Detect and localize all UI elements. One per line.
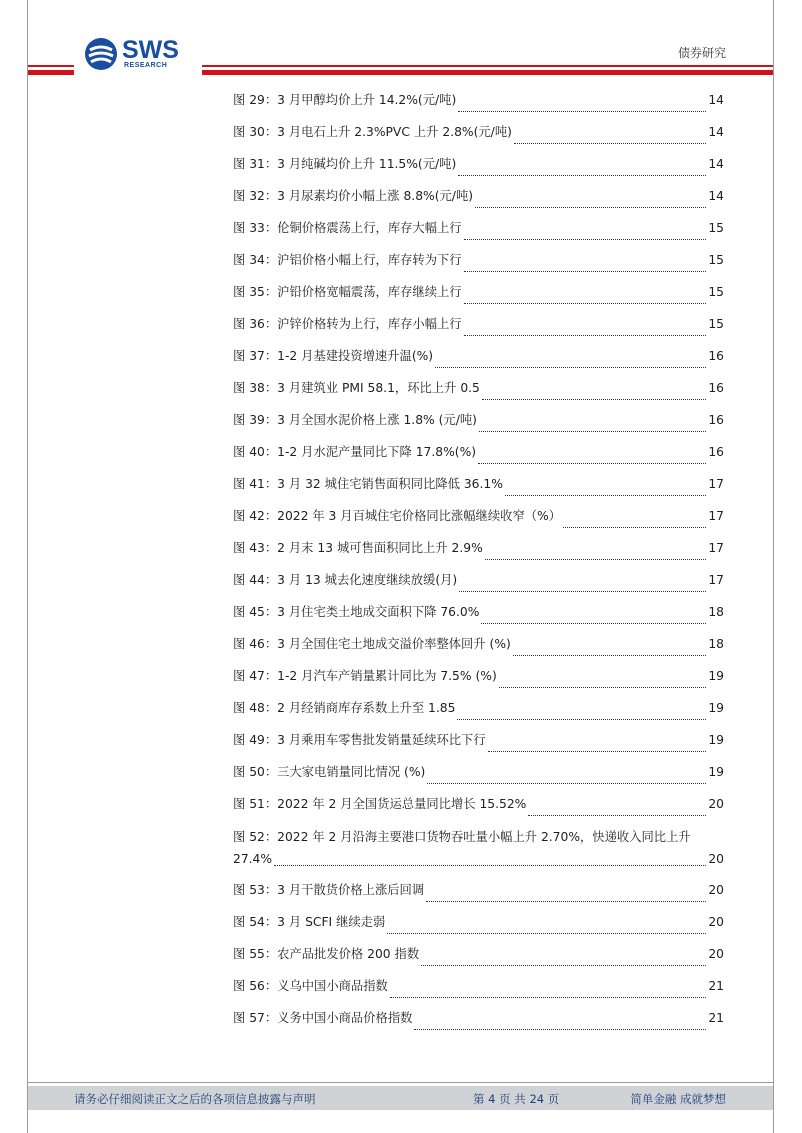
toc-leader-dots: [488, 739, 707, 752]
toc-entry-page: 15: [708, 285, 724, 299]
toc-leader-dots: [459, 579, 706, 592]
toc-entry-page: 19: [708, 701, 724, 715]
toc-leader-dots: [464, 291, 707, 304]
toc-entry-title: 图 45：3 月住宅类土地成交面积下降 76.0%: [233, 605, 480, 619]
toc-entry-page: 14: [708, 189, 724, 203]
toc-entry-title: 图 42：2022 年 3 月百城住宅价格同比涨幅继续收窄（%）: [233, 509, 562, 523]
toc-entry-title: 图 35：沪铅价格宽幅震荡，库存继续上行: [233, 285, 462, 299]
toc-leader-dots: [435, 355, 706, 368]
toc-leader-dots: [414, 1017, 706, 1030]
toc-leader-dots: [481, 611, 706, 624]
toc-entry[interactable]: [233, 216, 724, 248]
toc-entry[interactable]: [233, 184, 724, 216]
toc-entry-title: 图 29：3 月甲醇均价上升 14.2%(元/吨): [233, 93, 457, 107]
toc-entry-title: 图 40：1-2 月水泥产量同比下降 17.8%(%): [233, 445, 477, 459]
toc-entry-title: 图 34：沪铝价格小幅上行，库存转为下行: [233, 253, 462, 267]
toc-leader-dots: [499, 675, 707, 688]
toc-leader-dots: [458, 99, 706, 112]
toc-entry[interactable]: [233, 664, 724, 696]
toc-entry-title: 图 47：1-2 月汽车产销量累计同比为 7.5% (%): [233, 669, 497, 683]
toc-leader-dots: [458, 163, 706, 176]
sws-logo: [84, 37, 194, 73]
header-rule: [28, 65, 74, 67]
toc-leader-dots: [485, 547, 707, 560]
toc-entry-page: 20: [708, 883, 724, 897]
toc-entry-title: 图 41：3 月 32 城住宅销售面积同比降低 36.1%: [233, 477, 503, 491]
toc-entry-page: 17: [708, 477, 724, 491]
header-rule: [202, 70, 773, 75]
toc-entry-title: 图 52：2022 年 2 月沿海主要港口货物吞吐量小幅上升 2.70%，快递收入同比上升: [233, 830, 691, 844]
toc-entry-title: 图 56：义乌中国小商品指数: [233, 979, 388, 993]
toc-leader-dots: [513, 643, 707, 656]
toc-entry-page: 19: [708, 765, 724, 779]
toc-entry[interactable]: [233, 248, 724, 280]
toc-entry-title: 图 54：3 月 SCFI 继续走弱: [233, 915, 386, 929]
table-of-figures: [233, 88, 724, 1038]
toc-entry-page: 14: [708, 93, 724, 107]
toc-entry-page: 19: [708, 733, 724, 747]
toc-entry-title: 图 57：义务中国小商品价格指数: [233, 1011, 413, 1025]
page-border-right: [773, 0, 774, 1133]
toc-entry-page: 15: [708, 253, 724, 267]
toc-entry[interactable]: [233, 1006, 724, 1038]
toc-leader-dots: [479, 419, 706, 432]
toc-entry-title: 图 51：2022 年 2 月全国货运总量同比增长 15.52%: [233, 797, 527, 811]
toc-leader-dots: [563, 515, 706, 528]
toc-leader-dots: [457, 707, 706, 720]
footer-disclaimer: 请务必仔细阅读正文之后的各项信息披露与声明: [74, 1092, 316, 1106]
toc-entry-title: 图 30：3 月电石上升 2.3%PVC 上升 2.8%(元/吨): [233, 125, 512, 139]
page-header: [0, 0, 802, 80]
footer-divider: [28, 1082, 773, 1083]
toc-entry-title: 图 50：三大家电销量同比情况 (%): [233, 765, 426, 779]
toc-entry-page: 17: [708, 541, 724, 555]
toc-entry-page: 21: [708, 1011, 724, 1025]
toc-entry-title: 图 38：3 月建筑业 PMI 58.1，环比上升 0.5: [233, 381, 480, 395]
toc-leader-dots: [426, 889, 706, 902]
toc-entry[interactable]: [233, 312, 724, 344]
toc-entry[interactable]: [233, 120, 724, 152]
toc-entry[interactable]: [233, 878, 724, 910]
toc-entry[interactable]: [233, 344, 724, 376]
toc-entry[interactable]: [233, 280, 724, 312]
toc-entry-title: 图 48：2 月经销商库存系数上升至 1.85: [233, 701, 456, 715]
toc-leader-dots: [464, 227, 707, 240]
toc-leader-dots: [387, 921, 706, 934]
logo-subtitle: RESEARCH: [124, 62, 168, 69]
toc-entry-title: 图 44：3 月 13 城去化速度继续放缓(月): [233, 573, 458, 587]
toc-entry[interactable]: [233, 600, 724, 632]
toc-entry-page: 17: [708, 573, 724, 587]
toc-entry-page: 15: [708, 317, 724, 331]
toc-entry-page: 18: [708, 637, 724, 651]
toc-entry-title: 图 46：3 月全国住宅土地成交溢价率整体回升 (%): [233, 637, 511, 651]
toc-entry-title: 图 36：沪锌价格转为上行，库存小幅上行: [233, 317, 462, 331]
toc-entry[interactable]: [233, 696, 724, 728]
toc-entry[interactable]: [233, 728, 724, 760]
header-rule: [28, 70, 74, 75]
toc-entry-title: 图 37：1-2 月基建投资增速升温(%): [233, 349, 434, 363]
toc-entry-title: 图 49：3 月乘用车零售批发销量延续环比下行: [233, 733, 486, 747]
toc-entry[interactable]: [233, 974, 724, 1006]
toc-entry-page: 17: [708, 509, 724, 523]
toc-leader-dots: [274, 853, 706, 866]
toc-leader-dots: [421, 953, 706, 966]
toc-entry-title: 图 43：2 月末 13 城可售面积同比上升 2.9%: [233, 541, 483, 555]
toc-entry-page: 16: [708, 413, 724, 427]
toc-entry[interactable]: [233, 472, 724, 504]
toc-entry[interactable]: [233, 408, 724, 440]
toc-leader-dots: [514, 131, 706, 144]
toc-leader-dots: [464, 323, 707, 336]
toc-entry[interactable]: [233, 792, 724, 824]
toc-entry-page: 16: [708, 381, 724, 395]
page-border-left: [27, 0, 28, 1133]
toc-entry[interactable]: [233, 910, 724, 942]
toc-entry-page: 20: [708, 947, 724, 961]
toc-leader-dots: [482, 387, 706, 400]
toc-entry-page: 15: [708, 221, 724, 235]
toc-entry[interactable]: [233, 440, 724, 472]
toc-entry-title: 图 31：3 月纯碱均价上升 11.5%(元/吨): [233, 157, 457, 171]
footer-page-number: 第 4 页 共 24 页: [473, 1092, 560, 1106]
toc-entry-page: 18: [708, 605, 724, 619]
toc-leader-dots: [464, 259, 707, 272]
toc-entry[interactable]: [233, 824, 724, 878]
logo-wordmark: SWS: [122, 36, 179, 64]
toc-leader-dots: [390, 985, 707, 998]
toc-entry[interactable]: [233, 760, 724, 792]
toc-entry[interactable]: [233, 504, 724, 536]
toc-entry-title: 图 32：3 月尿素均价小幅上涨 8.8%(元/吨): [233, 189, 474, 203]
toc-entry-page: 16: [708, 445, 724, 459]
toc-entry-title-cont: 27.4%: [233, 852, 273, 866]
toc-entry-page: 20: [708, 852, 724, 866]
toc-entry[interactable]: [233, 152, 724, 184]
toc-leader-dots: [528, 803, 706, 816]
toc-entry[interactable]: [233, 942, 724, 974]
toc-entry-title: 图 33：伦铜价格震荡上行，库存大幅上行: [233, 221, 462, 235]
toc-entry[interactable]: [233, 88, 724, 120]
toc-leader-dots: [505, 483, 706, 496]
toc-entry[interactable]: [233, 568, 724, 600]
toc-entry[interactable]: [233, 632, 724, 664]
toc-entry-page: 20: [708, 797, 724, 811]
toc-entry-title: 图 39：3 月全国水泥价格上涨 1.8% (元/吨): [233, 413, 477, 427]
toc-entry-title: 图 55：农产品批发价格 200 指数: [233, 947, 420, 961]
toc-leader-dots: [478, 451, 706, 464]
sws-logo-icon: [84, 37, 118, 71]
toc-entry-page: 14: [708, 157, 724, 171]
toc-entry-page: 14: [708, 125, 724, 139]
header-rule: [202, 65, 773, 67]
toc-leader-dots: [475, 195, 706, 208]
toc-entry[interactable]: [233, 536, 724, 568]
toc-entry-continuation: [233, 848, 724, 870]
report-type-label: 债券研究: [677, 46, 726, 60]
toc-entry-page: 16: [708, 349, 724, 363]
toc-leader-dots: [427, 771, 706, 784]
toc-entry[interactable]: [233, 376, 724, 408]
toc-entry-title: 图 53：3 月干散货价格上涨后回调: [233, 883, 425, 897]
toc-entry-page: 19: [708, 669, 724, 683]
toc-entry-page: 20: [708, 915, 724, 929]
footer-slogan: 简单金融 成就梦想: [630, 1092, 726, 1106]
toc-entry-page: 21: [708, 979, 724, 993]
